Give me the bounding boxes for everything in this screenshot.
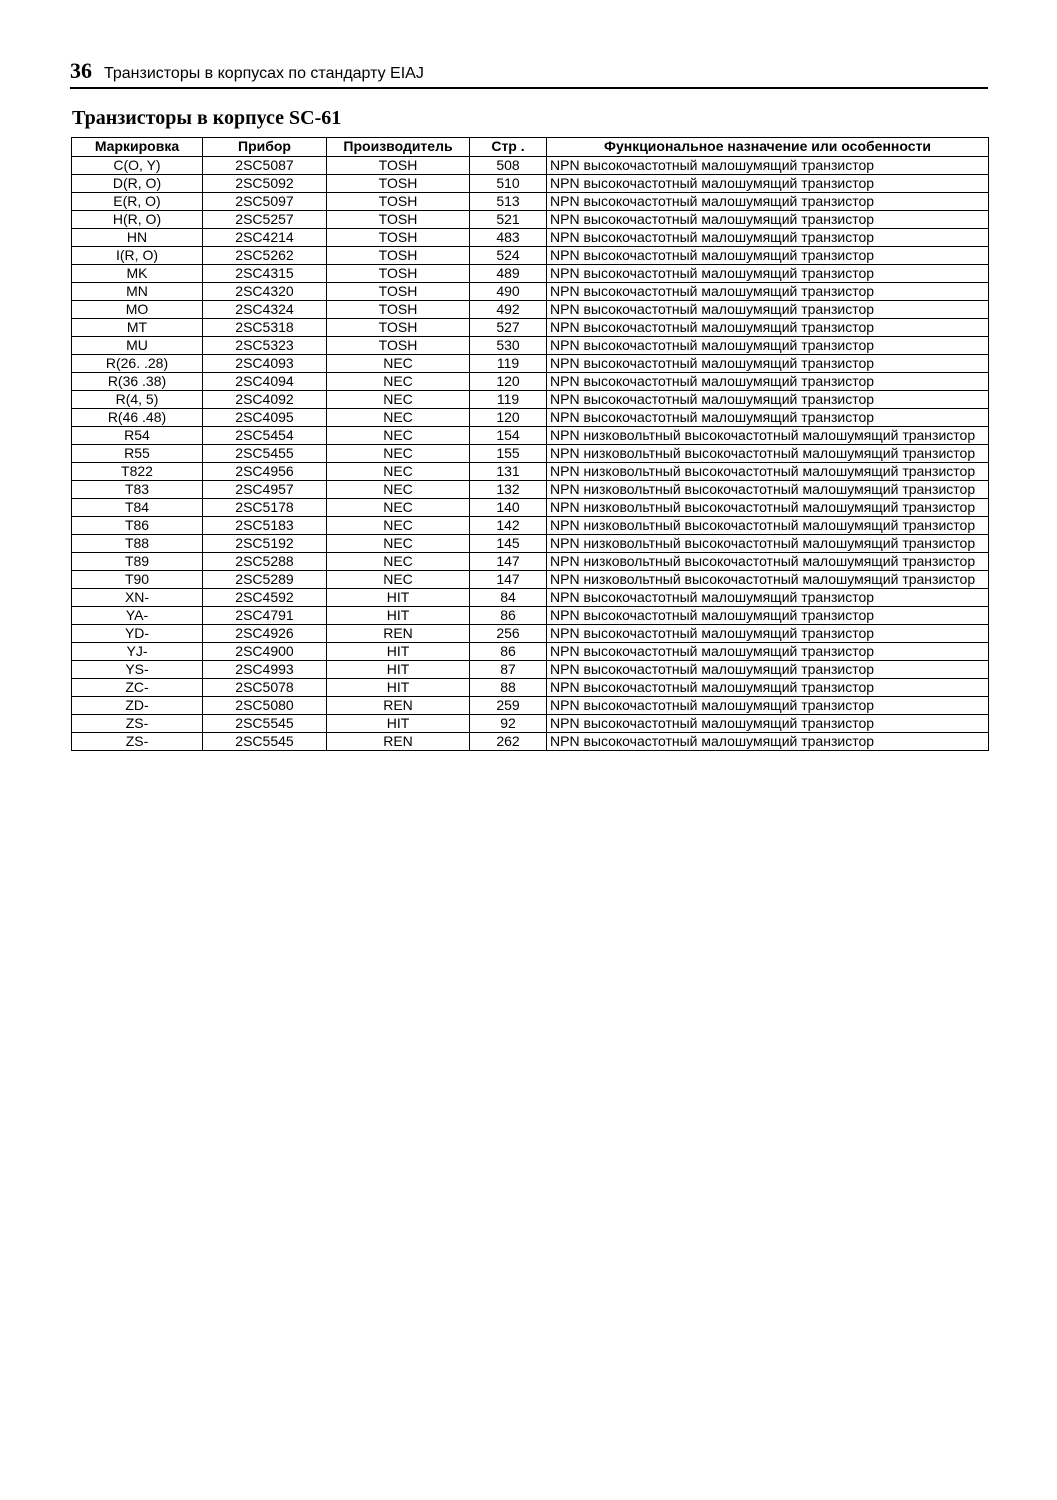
column-header-page: Стр . [470, 138, 547, 157]
table-row [72, 553, 989, 571]
cell-function: NPN высокочастотный малошумящий транзистор [547, 697, 989, 715]
cell-marking: C(O, Y) [72, 157, 203, 175]
cell-marking: T88 [72, 535, 203, 553]
table-row [72, 571, 989, 589]
cell-function: NPN высокочастотный малошумящий транзистор [547, 193, 989, 211]
cell-marking: MU [72, 337, 203, 355]
cell-device: 2SC4993 [203, 661, 327, 679]
cell-page: 521 [470, 211, 547, 229]
cell-marking: T86 [72, 517, 203, 535]
page-header [70, 58, 988, 89]
cell-marking: T83 [72, 481, 203, 499]
section-title: Транзисторы в корпусе SC-61 [72, 107, 342, 129]
cell-page: 262 [470, 733, 547, 751]
cell-manufacturer: NEC [327, 373, 470, 391]
cell-manufacturer: HIT [327, 679, 470, 697]
cell-page: 483 [470, 229, 547, 247]
table-row [72, 679, 989, 697]
cell-manufacturer: TOSH [327, 157, 470, 175]
cell-function: NPN высокочастотный малошумящий транзистор [547, 283, 989, 301]
cell-marking: MO [72, 301, 203, 319]
cell-marking: R(36 .38) [72, 373, 203, 391]
cell-page: 513 [470, 193, 547, 211]
cell-function: NPN высокочастотный малошумящий транзистор [547, 625, 989, 643]
cell-manufacturer: NEC [327, 535, 470, 553]
cell-page: 508 [470, 157, 547, 175]
cell-function: NPN высокочастотный малошумящий транзистор [547, 355, 989, 373]
cell-device: 2SC5183 [203, 517, 327, 535]
table-header-row [72, 138, 989, 157]
cell-device: 2SC4900 [203, 643, 327, 661]
cell-marking: D(R, O) [72, 175, 203, 193]
table-row [72, 427, 989, 445]
cell-manufacturer: TOSH [327, 247, 470, 265]
cell-page: 527 [470, 319, 547, 337]
cell-marking: I(R, O) [72, 247, 203, 265]
table-row [72, 229, 989, 247]
cell-manufacturer: TOSH [327, 337, 470, 355]
cell-device: 2SC4791 [203, 607, 327, 625]
table-row [72, 499, 989, 517]
table-row [72, 481, 989, 499]
cell-device: 2SC5323 [203, 337, 327, 355]
cell-manufacturer: NEC [327, 355, 470, 373]
cell-marking: T84 [72, 499, 203, 517]
cell-device: 2SC4315 [203, 265, 327, 283]
cell-marking: YJ- [72, 643, 203, 661]
cell-manufacturer: NEC [327, 571, 470, 589]
table-row [72, 607, 989, 625]
cell-device: 2SC5087 [203, 157, 327, 175]
cell-device: 2SC5178 [203, 499, 327, 517]
cell-function: NPN низковольтный высокочастотный малошумящий транзистор [547, 481, 989, 499]
cell-function: NPN высокочастотный малошумящий транзистор [547, 679, 989, 697]
cell-function: NPN высокочастотный малошумящий транзистор [547, 211, 989, 229]
cell-manufacturer: NEC [327, 517, 470, 535]
cell-page: 510 [470, 175, 547, 193]
cell-marking: R(46 .48) [72, 409, 203, 427]
cell-function: NPN низковольтный высокочастотный малошумящий транзистор [547, 553, 989, 571]
cell-device: 2SC4926 [203, 625, 327, 643]
cell-marking: T89 [72, 553, 203, 571]
cell-manufacturer: NEC [327, 445, 470, 463]
cell-page: 132 [470, 481, 547, 499]
column-header-function: Функциональное назначение или особенности [547, 138, 989, 157]
cell-function: NPN высокочастотный малошумящий транзистор [547, 319, 989, 337]
cell-device: 2SC5289 [203, 571, 327, 589]
table-body [72, 157, 989, 751]
cell-function: NPN высокочастотный малошумящий транзистор [547, 643, 989, 661]
table-row [72, 589, 989, 607]
cell-function: NPN высокочастотный малошумящий транзистор [547, 229, 989, 247]
page-number: 36 [70, 58, 92, 83]
cell-page: 120 [470, 373, 547, 391]
column-header-manufacturer: Производитель [327, 138, 470, 157]
cell-device: 2SC5262 [203, 247, 327, 265]
cell-page: 140 [470, 499, 547, 517]
cell-page: 530 [470, 337, 547, 355]
cell-function: NPN высокочастотный малошумящий транзистор [547, 607, 989, 625]
cell-function: NPN низковольтный высокочастотный малошумящий транзистор [547, 427, 989, 445]
cell-marking: YS- [72, 661, 203, 679]
table-row [72, 319, 989, 337]
cell-device: 2SC5092 [203, 175, 327, 193]
cell-manufacturer: NEC [327, 499, 470, 517]
cell-page: 490 [470, 283, 547, 301]
table-row [72, 175, 989, 193]
cell-marking: YA- [72, 607, 203, 625]
table-row [72, 643, 989, 661]
cell-page: 92 [470, 715, 547, 733]
cell-page: 87 [470, 661, 547, 679]
cell-function: NPN низковольтный высокочастотный малошумящий транзистор [547, 499, 989, 517]
table-row [72, 409, 989, 427]
cell-manufacturer: TOSH [327, 175, 470, 193]
table-row [72, 373, 989, 391]
cell-device: 2SC4956 [203, 463, 327, 481]
cell-function: NPN высокочастотный малошумящий транзистор [547, 589, 989, 607]
cell-marking: ZS- [72, 715, 203, 733]
cell-page: 492 [470, 301, 547, 319]
cell-page: 88 [470, 679, 547, 697]
cell-marking: H(R, O) [72, 211, 203, 229]
cell-function: NPN высокочастотный малошумящий транзистор [547, 733, 989, 751]
cell-page: 84 [470, 589, 547, 607]
cell-device: 2SC5080 [203, 697, 327, 715]
cell-manufacturer: REN [327, 625, 470, 643]
cell-device: 2SC5257 [203, 211, 327, 229]
cell-manufacturer: NEC [327, 409, 470, 427]
table-row [72, 463, 989, 481]
cell-function: NPN высокочастотный малошумящий транзистор [547, 265, 989, 283]
table-row [72, 715, 989, 733]
cell-manufacturer: REN [327, 733, 470, 751]
cell-device: 2SC5318 [203, 319, 327, 337]
cell-manufacturer: TOSH [327, 301, 470, 319]
cell-device: 2SC4093 [203, 355, 327, 373]
cell-page: 142 [470, 517, 547, 535]
table-row [72, 445, 989, 463]
cell-function: NPN высокочастотный малошумящий транзистор [547, 247, 989, 265]
cell-page: 489 [470, 265, 547, 283]
cell-manufacturer: NEC [327, 553, 470, 571]
table-row [72, 625, 989, 643]
table-row [72, 355, 989, 373]
cell-device: 2SC5545 [203, 715, 327, 733]
cell-device: 2SC5545 [203, 733, 327, 751]
cell-marking: R(26. .28) [72, 355, 203, 373]
table-row [72, 337, 989, 355]
cell-manufacturer: HIT [327, 643, 470, 661]
cell-device: 2SC4092 [203, 391, 327, 409]
cell-manufacturer: NEC [327, 463, 470, 481]
cell-manufacturer: NEC [327, 391, 470, 409]
cell-manufacturer: TOSH [327, 319, 470, 337]
cell-page: 120 [470, 409, 547, 427]
cell-device: 2SC5097 [203, 193, 327, 211]
cell-device: 2SC5455 [203, 445, 327, 463]
cell-function: NPN высокочастотный малошумящий транзистор [547, 373, 989, 391]
cell-marking: MN [72, 283, 203, 301]
cell-page: 147 [470, 571, 547, 589]
cell-function: NPN низковольтный высокочастотный малошумящий транзистор [547, 535, 989, 553]
cell-page: 86 [470, 607, 547, 625]
table-row [72, 283, 989, 301]
cell-manufacturer: HIT [327, 589, 470, 607]
cell-manufacturer: TOSH [327, 193, 470, 211]
cell-function: NPN высокочастотный малошумящий транзистор [547, 391, 989, 409]
cell-device: 2SC4095 [203, 409, 327, 427]
table-row [72, 247, 989, 265]
transistor-marking-table [71, 137, 989, 751]
table-row [72, 697, 989, 715]
cell-device: 2SC4324 [203, 301, 327, 319]
cell-manufacturer: TOSH [327, 283, 470, 301]
cell-manufacturer: NEC [327, 427, 470, 445]
cell-manufacturer: HIT [327, 715, 470, 733]
cell-page: 256 [470, 625, 547, 643]
cell-marking: T822 [72, 463, 203, 481]
cell-device: 2SC5288 [203, 553, 327, 571]
cell-manufacturer: NEC [327, 481, 470, 499]
cell-function: NPN низковольтный высокочастотный малошумящий транзистор [547, 445, 989, 463]
cell-manufacturer: HIT [327, 661, 470, 679]
table-row [72, 265, 989, 283]
cell-page: 154 [470, 427, 547, 445]
cell-page: 259 [470, 697, 547, 715]
cell-page: 147 [470, 553, 547, 571]
table-row [72, 157, 989, 175]
cell-device: 2SC5454 [203, 427, 327, 445]
cell-marking: MT [72, 319, 203, 337]
cell-marking: YD- [72, 625, 203, 643]
table-row [72, 391, 989, 409]
cell-marking: XN- [72, 589, 203, 607]
cell-marking: E(R, O) [72, 193, 203, 211]
cell-marking: R(4, 5) [72, 391, 203, 409]
table-row [72, 301, 989, 319]
cell-device: 2SC4592 [203, 589, 327, 607]
column-header-device: Прибор [203, 138, 327, 157]
cell-device: 2SC5078 [203, 679, 327, 697]
cell-page: 155 [470, 445, 547, 463]
table-row [72, 733, 989, 751]
cell-device: 2SC4957 [203, 481, 327, 499]
cell-function: NPN низковольтный высокочастотный малошумящий транзистор [547, 463, 989, 481]
cell-marking: ZC- [72, 679, 203, 697]
cell-manufacturer: REN [327, 697, 470, 715]
cell-device: 2SC5192 [203, 535, 327, 553]
table-row [72, 517, 989, 535]
table-row [72, 193, 989, 211]
cell-marking: ZS- [72, 733, 203, 751]
cell-page: 119 [470, 391, 547, 409]
table-row [72, 535, 989, 553]
cell-manufacturer: HIT [327, 607, 470, 625]
cell-function: NPN высокочастотный малошумящий транзистор [547, 409, 989, 427]
cell-page: 524 [470, 247, 547, 265]
cell-manufacturer: TOSH [327, 211, 470, 229]
table-row [72, 661, 989, 679]
cell-marking: ZD- [72, 697, 203, 715]
cell-device: 2SC4214 [203, 229, 327, 247]
running-title: Транзисторы в корпусах по стандарту EIAJ [104, 65, 424, 82]
cell-function: NPN высокочастотный малошумящий транзистор [547, 715, 989, 733]
cell-function: NPN низковольтный высокочастотный малошумящий транзистор [547, 571, 989, 589]
cell-marking: MK [72, 265, 203, 283]
cell-page: 119 [470, 355, 547, 373]
cell-manufacturer: TOSH [327, 229, 470, 247]
cell-device: 2SC4320 [203, 283, 327, 301]
cell-function: NPN высокочастотный малошумящий транзистор [547, 337, 989, 355]
cell-function: NPN высокочастотный малошумящий транзистор [547, 661, 989, 679]
cell-marking: HN [72, 229, 203, 247]
cell-page: 86 [470, 643, 547, 661]
cell-function: NPN высокочастотный малошумящий транзистор [547, 175, 989, 193]
column-header-marking: Маркировка [72, 138, 203, 157]
cell-manufacturer: TOSH [327, 265, 470, 283]
cell-marking: R54 [72, 427, 203, 445]
cell-device: 2SC4094 [203, 373, 327, 391]
cell-page: 131 [470, 463, 547, 481]
cell-function: NPN высокочастотный малошумящий транзистор [547, 301, 989, 319]
table-row [72, 211, 989, 229]
cell-function: NPN высокочастотный малошумящий транзистор [547, 157, 989, 175]
cell-page: 145 [470, 535, 547, 553]
cell-marking: R55 [72, 445, 203, 463]
cell-marking: T90 [72, 571, 203, 589]
cell-function: NPN низковольтный высокочастотный малошумящий транзистор [547, 517, 989, 535]
